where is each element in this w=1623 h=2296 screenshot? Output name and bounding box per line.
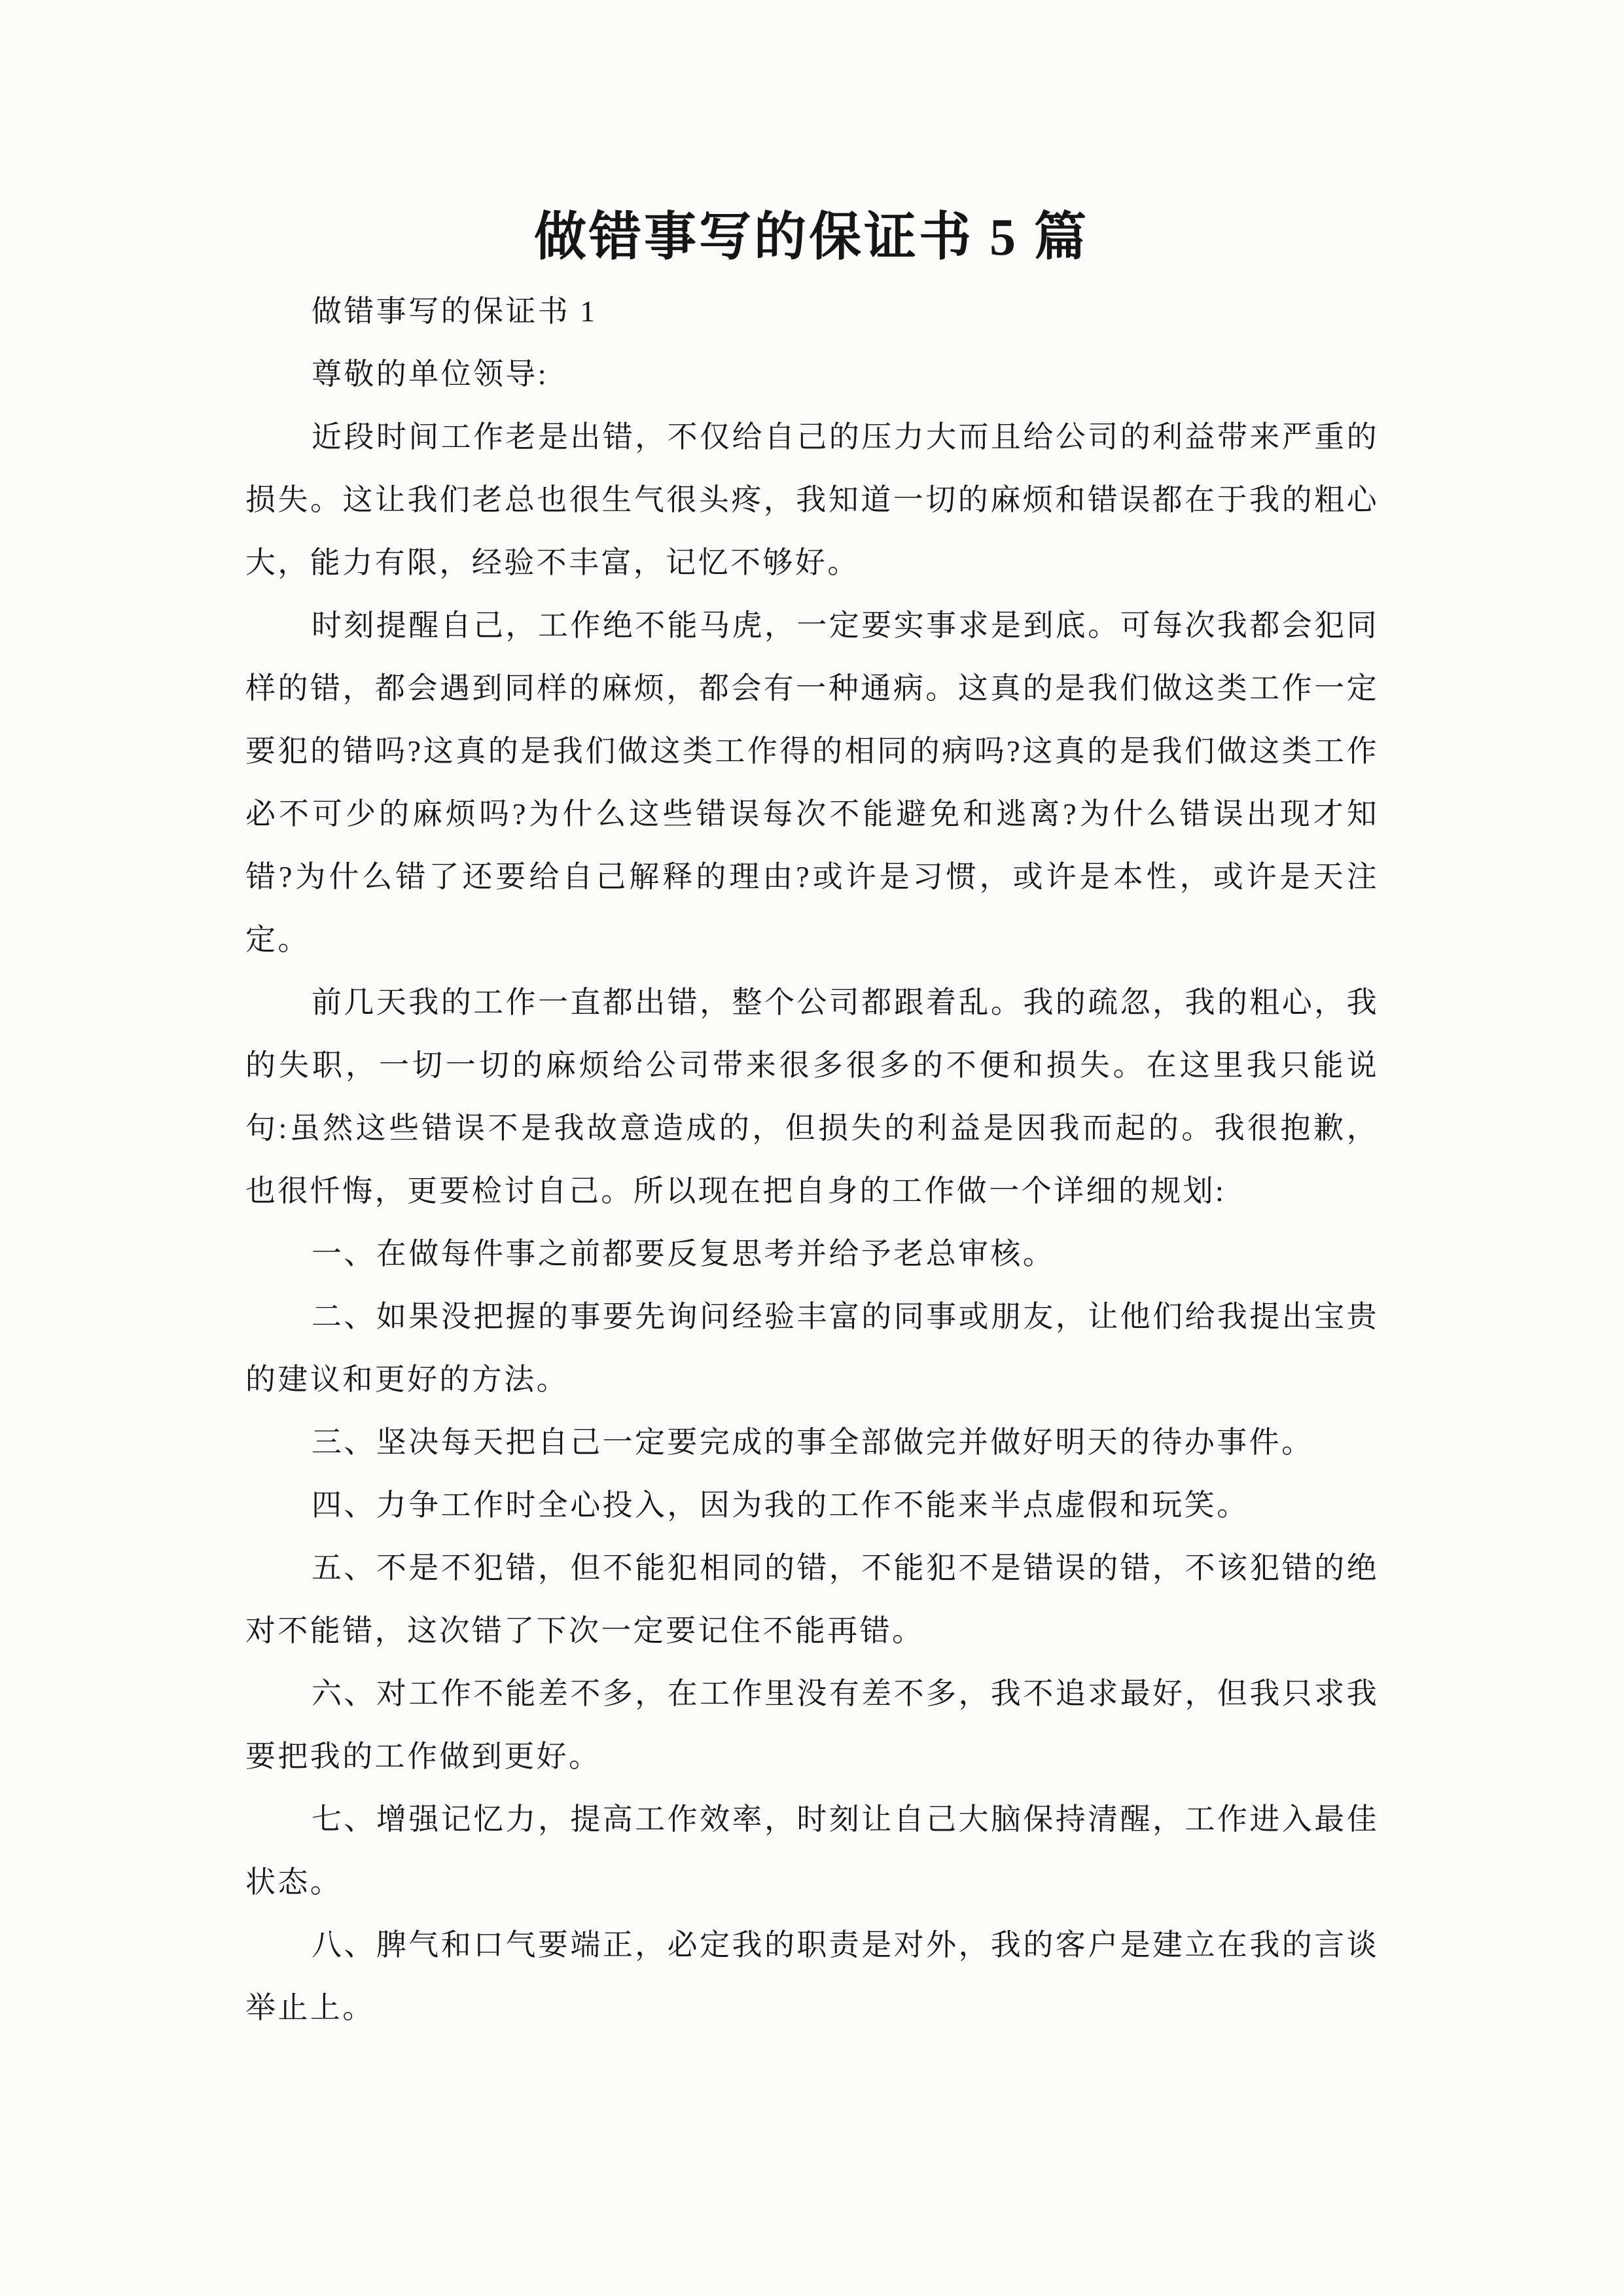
document-title: 做错事写的保证书 5 篇 xyxy=(534,209,1089,266)
body-paragraph-1: 近段时间工作老是出错，不仅给自己的压力大而且给公司的利益带来严重的损失。这让我们老总也很生气很头疼，我知道一切的麻烦和错误都在于我的粗心大，能力有限，经验不丰富，记忆不够好。 xyxy=(245,420,1379,579)
document-body xyxy=(245,280,1379,2039)
list-item-7: 七、增强记忆力，提高工作效率，时刻让自己大脑保持清醒，工作进入最佳状态。 xyxy=(245,1803,1379,1899)
list-item-6: 六、对工作不能差不多，在工作里没有差不多，我不追求最好，但我只求我要把我的工作做到更好。 xyxy=(245,1677,1379,1773)
body-paragraph-2: 时刻提醒自己，工作绝不能马虎，一定要实事求是到底。可每次我都会犯同样的错，都会遇到同样的麻烦，都会有一种通病。这真的是我们做这类工作一定要犯的错吗?这真的是我们做这类工作得的相同的病吗?这真的是我们做这类工作必不可少的麻烦吗?为什么这些错误每次不能避免和逃离?为什么错误出现才知错?为什么错了还要给自己解释的理由?或许是习惯，或许是本性，或许是天注定。 xyxy=(245,609,1379,956)
section-heading: 做错事写的保证书 1 xyxy=(312,295,597,328)
list-item-8: 八、脾气和口气要端正，必定我的职责是对外，我的客户是建立在我的言谈举止上。 xyxy=(245,1928,1379,2024)
list-item-1: 一、在做每件事之前都要反复思考并给予老总审核。 xyxy=(312,1237,1056,1270)
list-item-2: 二、如果没把握的事要先询问经验丰富的同事或朋友，让他们给我提出宝贵的建议和更好的方法。 xyxy=(245,1300,1379,1396)
salutation-line: 尊敬的单位领导: xyxy=(312,357,548,391)
list-item-3: 三、坚决每天把自己一定要完成的事全部做完并做好明天的待办事件。 xyxy=(312,1426,1314,1459)
body-paragraph-3: 前几天我的工作一直都出错，整个公司都跟着乱。我的疏忽，我的粗心，我的失职，一切一切的麻烦给公司带来很多很多的不便和损失。在这里我只能说句:虽然这些错误不是我故意造成的，但损失的利益是因我而起的。我很抱歉，也很忏悔，更要检讨自己。所以现在把自身的工作做一个详细的规划: xyxy=(245,986,1379,1208)
list-item-5: 五、不是不犯错，但不能犯相同的错，不能犯不是错误的错，不该犯错的绝对不能错，这次错了下次一定要记住不能再错。 xyxy=(245,1551,1379,1647)
list-item-4: 四、力争工作时全心投入，因为我的工作不能来半点虚假和玩笑。 xyxy=(312,1488,1249,1522)
